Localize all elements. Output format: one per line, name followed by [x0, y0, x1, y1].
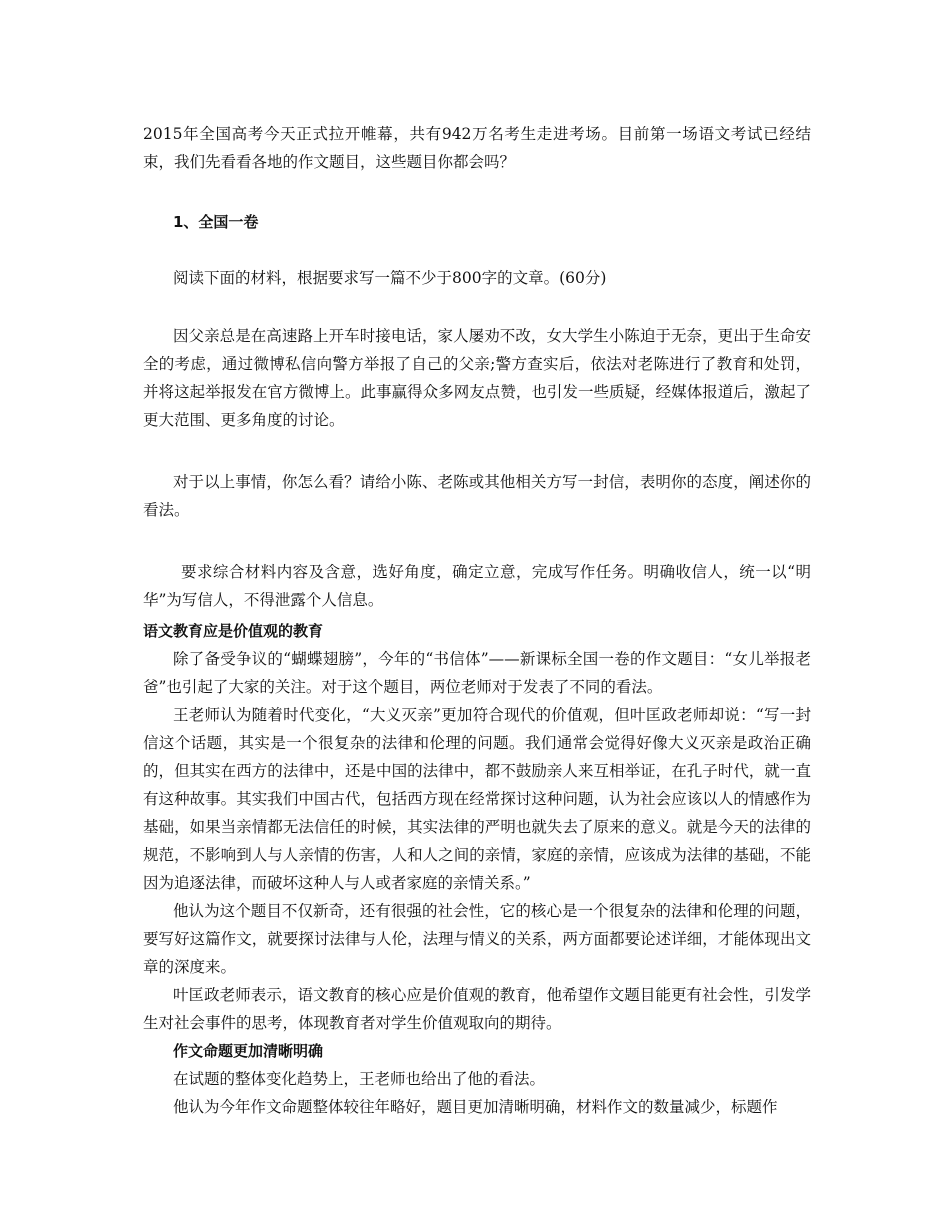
- requirement-paragraph: 要求综合材料内容及含意，选好角度，确定立意，完成写作任务。明确收信人，统一以“明华”为写信人，不得泄露个人信息。: [143, 563, 811, 609]
- article-paragraph-6: 他认为今年作文命题整体较往年略好，题目更加清晰明确，材料作文的数量减少，标题作: [173, 1098, 778, 1116]
- article-paragraph-3: 他认为这个题目不仅新奇，还有很强的社会性，它的核心是一个很复杂的法律和伦理的问题，要写好这篇作文，就要探讨法律与人伦，法理与情义的关系，两方面都要论述详细，才能体现出文章的深度来。: [143, 902, 811, 976]
- article-paragraph-2: 王老师认为随着时代变化，“大义灭亲”更加符合现代的价值观，但叶匡政老师却说：“写一封信这个话题，其实是一个很复杂的法律和伦理的问题。我们通常会觉得好像大义灭亲是政治正确的，但其实在西方的法律中，还是中国的法律中，都不鼓励亲人来互相举证，在孔子时代，就一直有这种故事。其实我们中国古代，包括西方现在经常探讨这种问题，认为社会应该以人的情感作为基础，如果当亲情都无法信任的时候，其实法律的严明也就失去了原来的意义。就是今天的法律的规范，不影响到人与人亲情的伤害，人和人之间的亲情，家庭的亲情，应该成为法律的基础，不能因为追逐法律，而破坏这种人与人或者家庭的亲情关系。”: [143, 706, 811, 892]
- material-paragraph: 因父亲总是在高速路上开车时接电话，家人屡劝不改，女大学生小陈迫于无奈，更出于生命安全的考虑，通过微博私信向警方举报了自己的父亲;警方查实后，依法对老陈进行了教育和处罚，并将这起举报发在官方微博上。此事赢得众多网友点赞，也引发一些质疑，经媒体报道后，激起了更大范围、更多角度的讨论。: [143, 327, 811, 429]
- instruction-paragraph: 阅读下面的材料，根据要求写一篇不少于800字的文章。(60分): [173, 269, 607, 287]
- article-paragraph-1: 除了备受争议的“蝴蝶翅膀”，今年的“书信体”——新课标全国一卷的作文题目：“女儿举报老爸”也引起了大家的关注。对于这个题目，两位老师对于发表了不同的看法。: [143, 650, 811, 696]
- article-paragraph-5: 在试题的整体变化趋势上，王老师也给出了他的看法。: [173, 1070, 546, 1088]
- intro-paragraph: 2015年全国高考今天正式拉开帷幕，共有942万名考生走进考场。目前第一场语文考试已经结束，我们先看看各地的作文题目，这些题目你都会吗？: [143, 125, 811, 171]
- question-paragraph: 对于以上事情，你怎么看？请给小陈、老陈或其他相关方写一封信，表明你的态度，阐述你的看法。: [143, 473, 811, 519]
- article-paragraph-4: 叶匡政老师表示，语文教育的核心应是价值观的教育，他希望作文题目能更有社会性，引发学生对社会事件的思考，体现教育者对学生价值观取向的期待。: [143, 986, 811, 1032]
- section-title-national-paper-1: 1、全国一卷: [173, 213, 259, 231]
- heading-values-education: 语文教育应是价值观的教育: [143, 622, 324, 640]
- heading-clarity: 作文命题更加清晰明确: [173, 1042, 324, 1060]
